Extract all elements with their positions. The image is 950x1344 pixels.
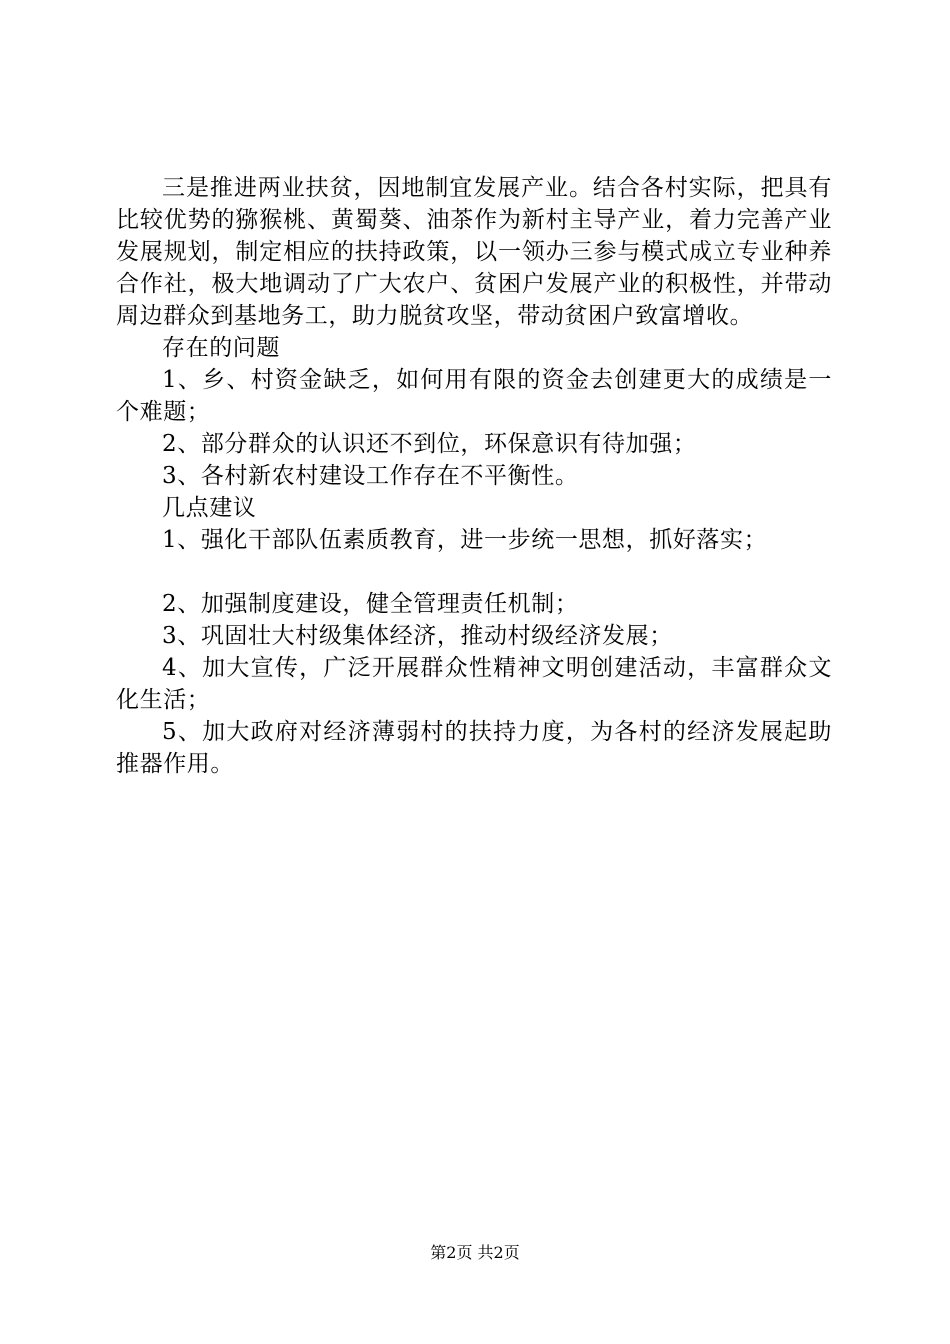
page-footer: [0, 1243, 950, 1263]
suggestion-item-1: 1、强化干部队伍素质教育，进一步统一思想，抓好落实；: [162, 527, 768, 553]
problem-item-3: 3、各村新农村建设工作存在不平衡性。: [162, 463, 579, 489]
problem-item-2: 2、部分群众的认识还不到位，环保意识有待加强；: [162, 431, 697, 457]
heading-suggestions: 几点建议: [162, 495, 257, 521]
suggestion-item-3: 3、巩固壮大村级集体经济，推动村级经济发展；: [162, 623, 673, 649]
suggestion-item-5: 5、加大政府对经济薄弱村的扶持力度，为各村的经济发展起助推器作用。: [116, 719, 832, 777]
suggestion-item-2: 2、加强制度建设，健全管理责任机制；: [162, 591, 579, 617]
problem-item-1: 1、乡、村资金缺乏，如何用有限的资金去创建更大的成绩是一个难题；: [116, 367, 832, 425]
blank-line: [116, 556, 832, 588]
heading-existing-problems: 存在的问题: [162, 335, 280, 361]
suggestion-item-4: 4、加大宣传，广泛开展群众性精神文明创建活动，丰富群众文化生活；: [116, 655, 832, 713]
document-body: [116, 172, 832, 780]
page-number: 第2页 共2页: [430, 1243, 520, 1262]
paragraph-industry-poverty: 三是推进两业扶贫，因地制宜发展产业。结合各村实际，把具有比较优势的猕猴桃、黄蜀葵、油茶作为新村主导产业，着力完善产业发展规划，制定相应的扶持政策，以一领办三参与模式成立专业种养合作社，极大地调动了广大农户、贫困户发展产业的积极性，并带动周边群众到基地务工，助力脱贫攻坚，带动贫困户致富增收。: [116, 175, 832, 329]
